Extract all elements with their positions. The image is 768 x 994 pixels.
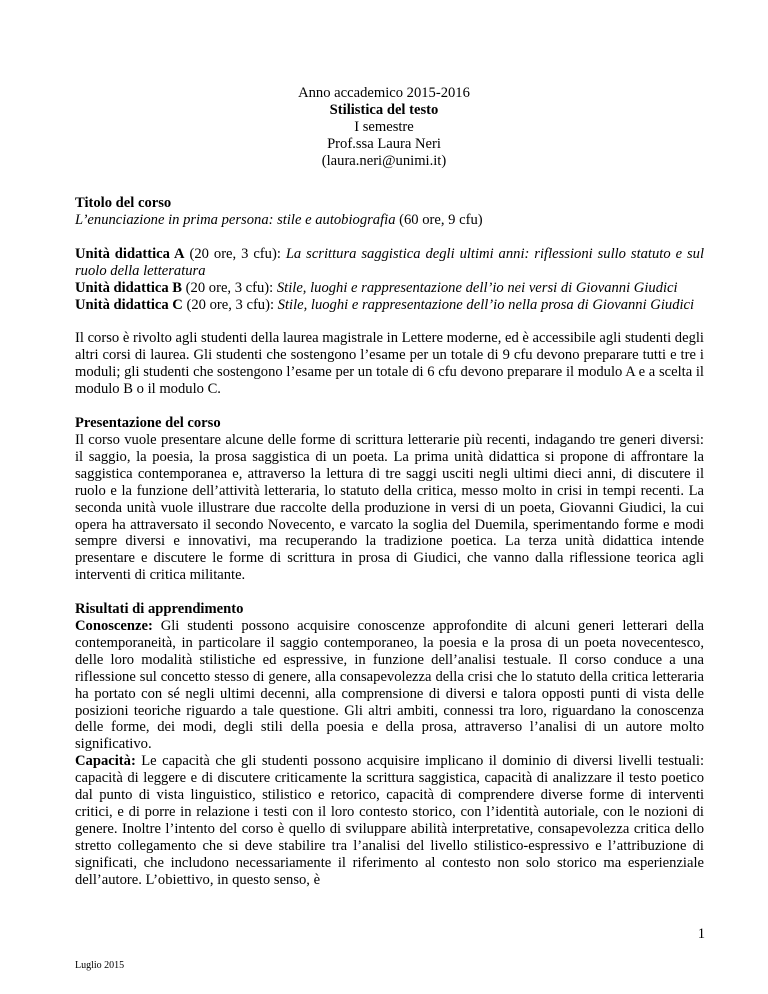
- course-name: Stilistica del testo: [329, 101, 439, 118]
- unit-a: [75, 246, 704, 280]
- title-heading: Titolo del corso: [75, 195, 172, 211]
- unit-label: Unità didattica C: [75, 296, 183, 313]
- professor-name: Prof.ssa Laura Neri: [327, 135, 441, 152]
- course-title-line: [75, 212, 704, 229]
- course-header: [0, 85, 768, 170]
- knowledge-text: Gli studenti possono acquisire conoscenze approfondite di alcuni generi letterari della contemporaneità, in particolare il saggio contemporaneo, la poesia e la prosa di un poeta novecentesco, delle loro modalità stilistiche ed espressive, in funzione dell’analisi testuale. Il corso conduce a una riflessione sul concetto stesso di genere, alla consapevolezza della crisi che lo statuto della critica letteraria ha portato con sé negli ultimi decenni, alla comprensione di diversi e talora opposti punti di vista delle posizioni teoriche riguardo a tale questione. Gli altri ambiti, connessi tra loro, riguardano la conoscenza delle forme, dei modi, degli stili della poesia e della prosa, attraverso l’analisi di un autore molto significativo.: [75, 618, 704, 753]
- unit-c: [75, 297, 704, 314]
- unit-hours: (20 ore, 3 cfu):: [184, 245, 286, 262]
- knowledge-paragraph: [75, 618, 704, 753]
- footer-date: Luglio 2015: [75, 960, 125, 971]
- skills-text: Le capacità che gli studenti possono acquisire implicano il dominio di diversi livelli testuali: capacità di leggere e di discutere criticamente la scrittura saggistica, capacità di analizzare il testo poetico dal punto di vista linguistico, stilistico e retorico, capacità di comprendere diverse forme di interventi critici, e di porre in relazione i testi con il loro contesto storico, con l’identità autoriale, con le nozioni di genere. Inoltre l’intento del corso è quello di sviluppare abilità interpretative, consapevolezza critica dello stretto collegamento che si deve stabilire tra l’analisi del livello stilistico-espressivo e l’attribuzione di significati, che includono necessariamente il riferimento al contesto non solo storico ma esperienziale dell’autore. L’obiettivo, in questo senso, è: [75, 753, 704, 888]
- professor-email: (laura.neri@unimi.it): [321, 152, 447, 169]
- skills-label: Capacità:: [75, 753, 136, 770]
- course-hours: (60 ore, 9 cfu): [395, 211, 483, 228]
- document-body: [75, 195, 704, 889]
- unit-title: La scrittura saggistica degli ultimi anni: riflessioni sullo statuto e sul ruolo della letteratura: [75, 245, 705, 279]
- course-title: L’enunciazione in prima persona: stile e autobiografia: [75, 211, 396, 228]
- unit-title: Stile, luoghi e rappresentazione dell’io nei versi di Giovanni Giudici: [276, 279, 678, 296]
- presentation-heading: Presentazione del corso: [75, 415, 221, 432]
- academic-year: Anno accademico 2015-2016: [298, 85, 470, 101]
- presentation-text: Il corso vuole presentare alcune delle forme di scrittura letterarie più recenti, indagando tre generi diversi: il saggio, la poesia, la prosa saggistica di un poeta. La prima unità didattica si propone di affrontare la saggistica contemporanea e, attraverso la lettura di tre saggi usciti negli ultimi dieci anni, di discutere il ruolo e la funzione dell’attività letteraria, lo statuto della critica, messo molto in crisi in tempi recenti. La seconda unità vuole illustrare due raccolte della produzione in versi di un poeta, Giovanni Giudici, la cui opera ha attraversato il secondo Novecento, e varcato la soglia del Duemila, sperimentando forme e modi sempre diversi e innovativi, ma recuperando la tradizione poetica. La terza unità didattica intende presentare e discutere le forme di scrittura in prosa di Giudici, che vanno dalla riflessione teorica agli interventi di critica militante.: [75, 431, 704, 584]
- intro-paragraph: Il corso è rivolto agli studenti della laurea magistrale in Lettere moderne, ed è accessibile agli studenti degli altri corsi di laurea. Gli studenti che sostengono l’esame per un totale di 9 cfu devono preparare tutti e tre i moduli; gli studenti che sostengono l’esame per un totale di 6 cfu devono preparare il modulo A e a scelta il modulo B o il modulo C.: [75, 330, 704, 398]
- results-heading: Risultati di apprendimento: [75, 601, 244, 618]
- unit-hours: (20 ore, 3 cfu):: [182, 296, 278, 313]
- unit-hours: (20 ore, 3 cfu):: [182, 279, 277, 296]
- unit-label: Unità didattica B: [75, 279, 183, 296]
- page-number: 1: [697, 926, 705, 942]
- unit-b: [75, 280, 704, 297]
- skills-paragraph: [75, 753, 704, 888]
- knowledge-label: Conoscenze:: [75, 618, 153, 635]
- unit-label: Unità didattica A: [75, 245, 185, 262]
- semester: I semestre: [354, 118, 414, 135]
- unit-title: Stile, luoghi e rappresentazione dell’io nella prosa di Giovanni Giudici: [277, 296, 695, 313]
